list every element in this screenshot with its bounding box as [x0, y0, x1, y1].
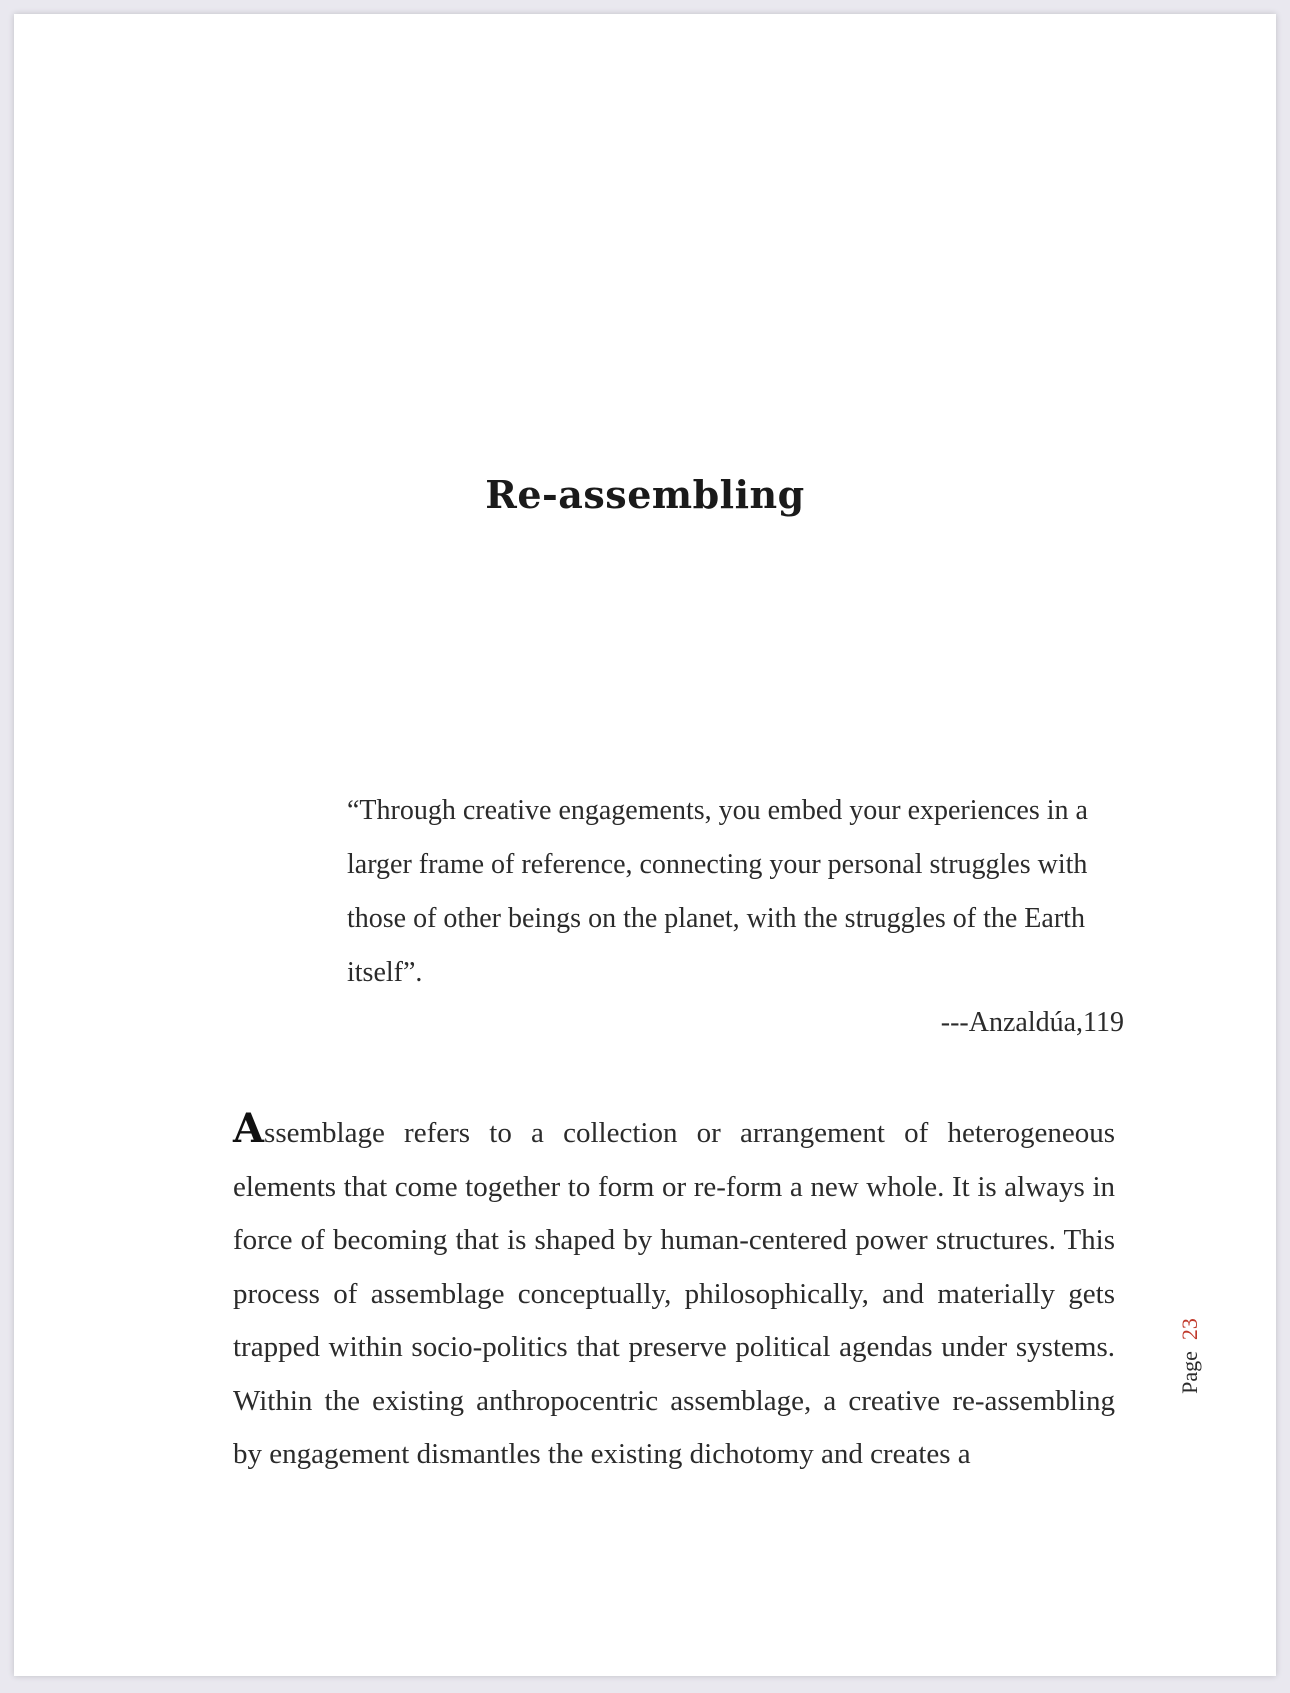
page-number-word: Page	[1177, 1351, 1202, 1394]
drop-cap: A	[233, 1105, 265, 1152]
epigraph-attribution: ---Anzaldúa,119	[940, 1007, 1124, 1038]
document-page	[14, 14, 1276, 1676]
epigraph-quote: “Through creative engagements, you embed your experiences in a larger frame of reference, connecting your personal struggles with those of other beings on the planet, with the struggles of the Earth itself”.	[347, 795, 1088, 988]
body-paragraph-text: ssemblage refers to a collection or arrangement of heterogeneous elements that come together to form or re-form a new whole. It is always in force of becoming that is shaped by human-centered power structures. This process of assemblage conceptually, philosophically, and materially gets trapped within socio-politics that preserve political agendas under systems. Within the existing anthropocentric assemblage, a creative re-assembling by engagement dismantles the existing dichotomy and creates a	[233, 1117, 1115, 1470]
page-number	[1160, 1291, 1200, 1431]
page-number-value: 23	[1177, 1318, 1202, 1341]
page-number-label	[1177, 1286, 1203, 1426]
page-title: Re-assembling	[485, 472, 805, 517]
body-paragraph	[233, 1102, 1115, 1482]
